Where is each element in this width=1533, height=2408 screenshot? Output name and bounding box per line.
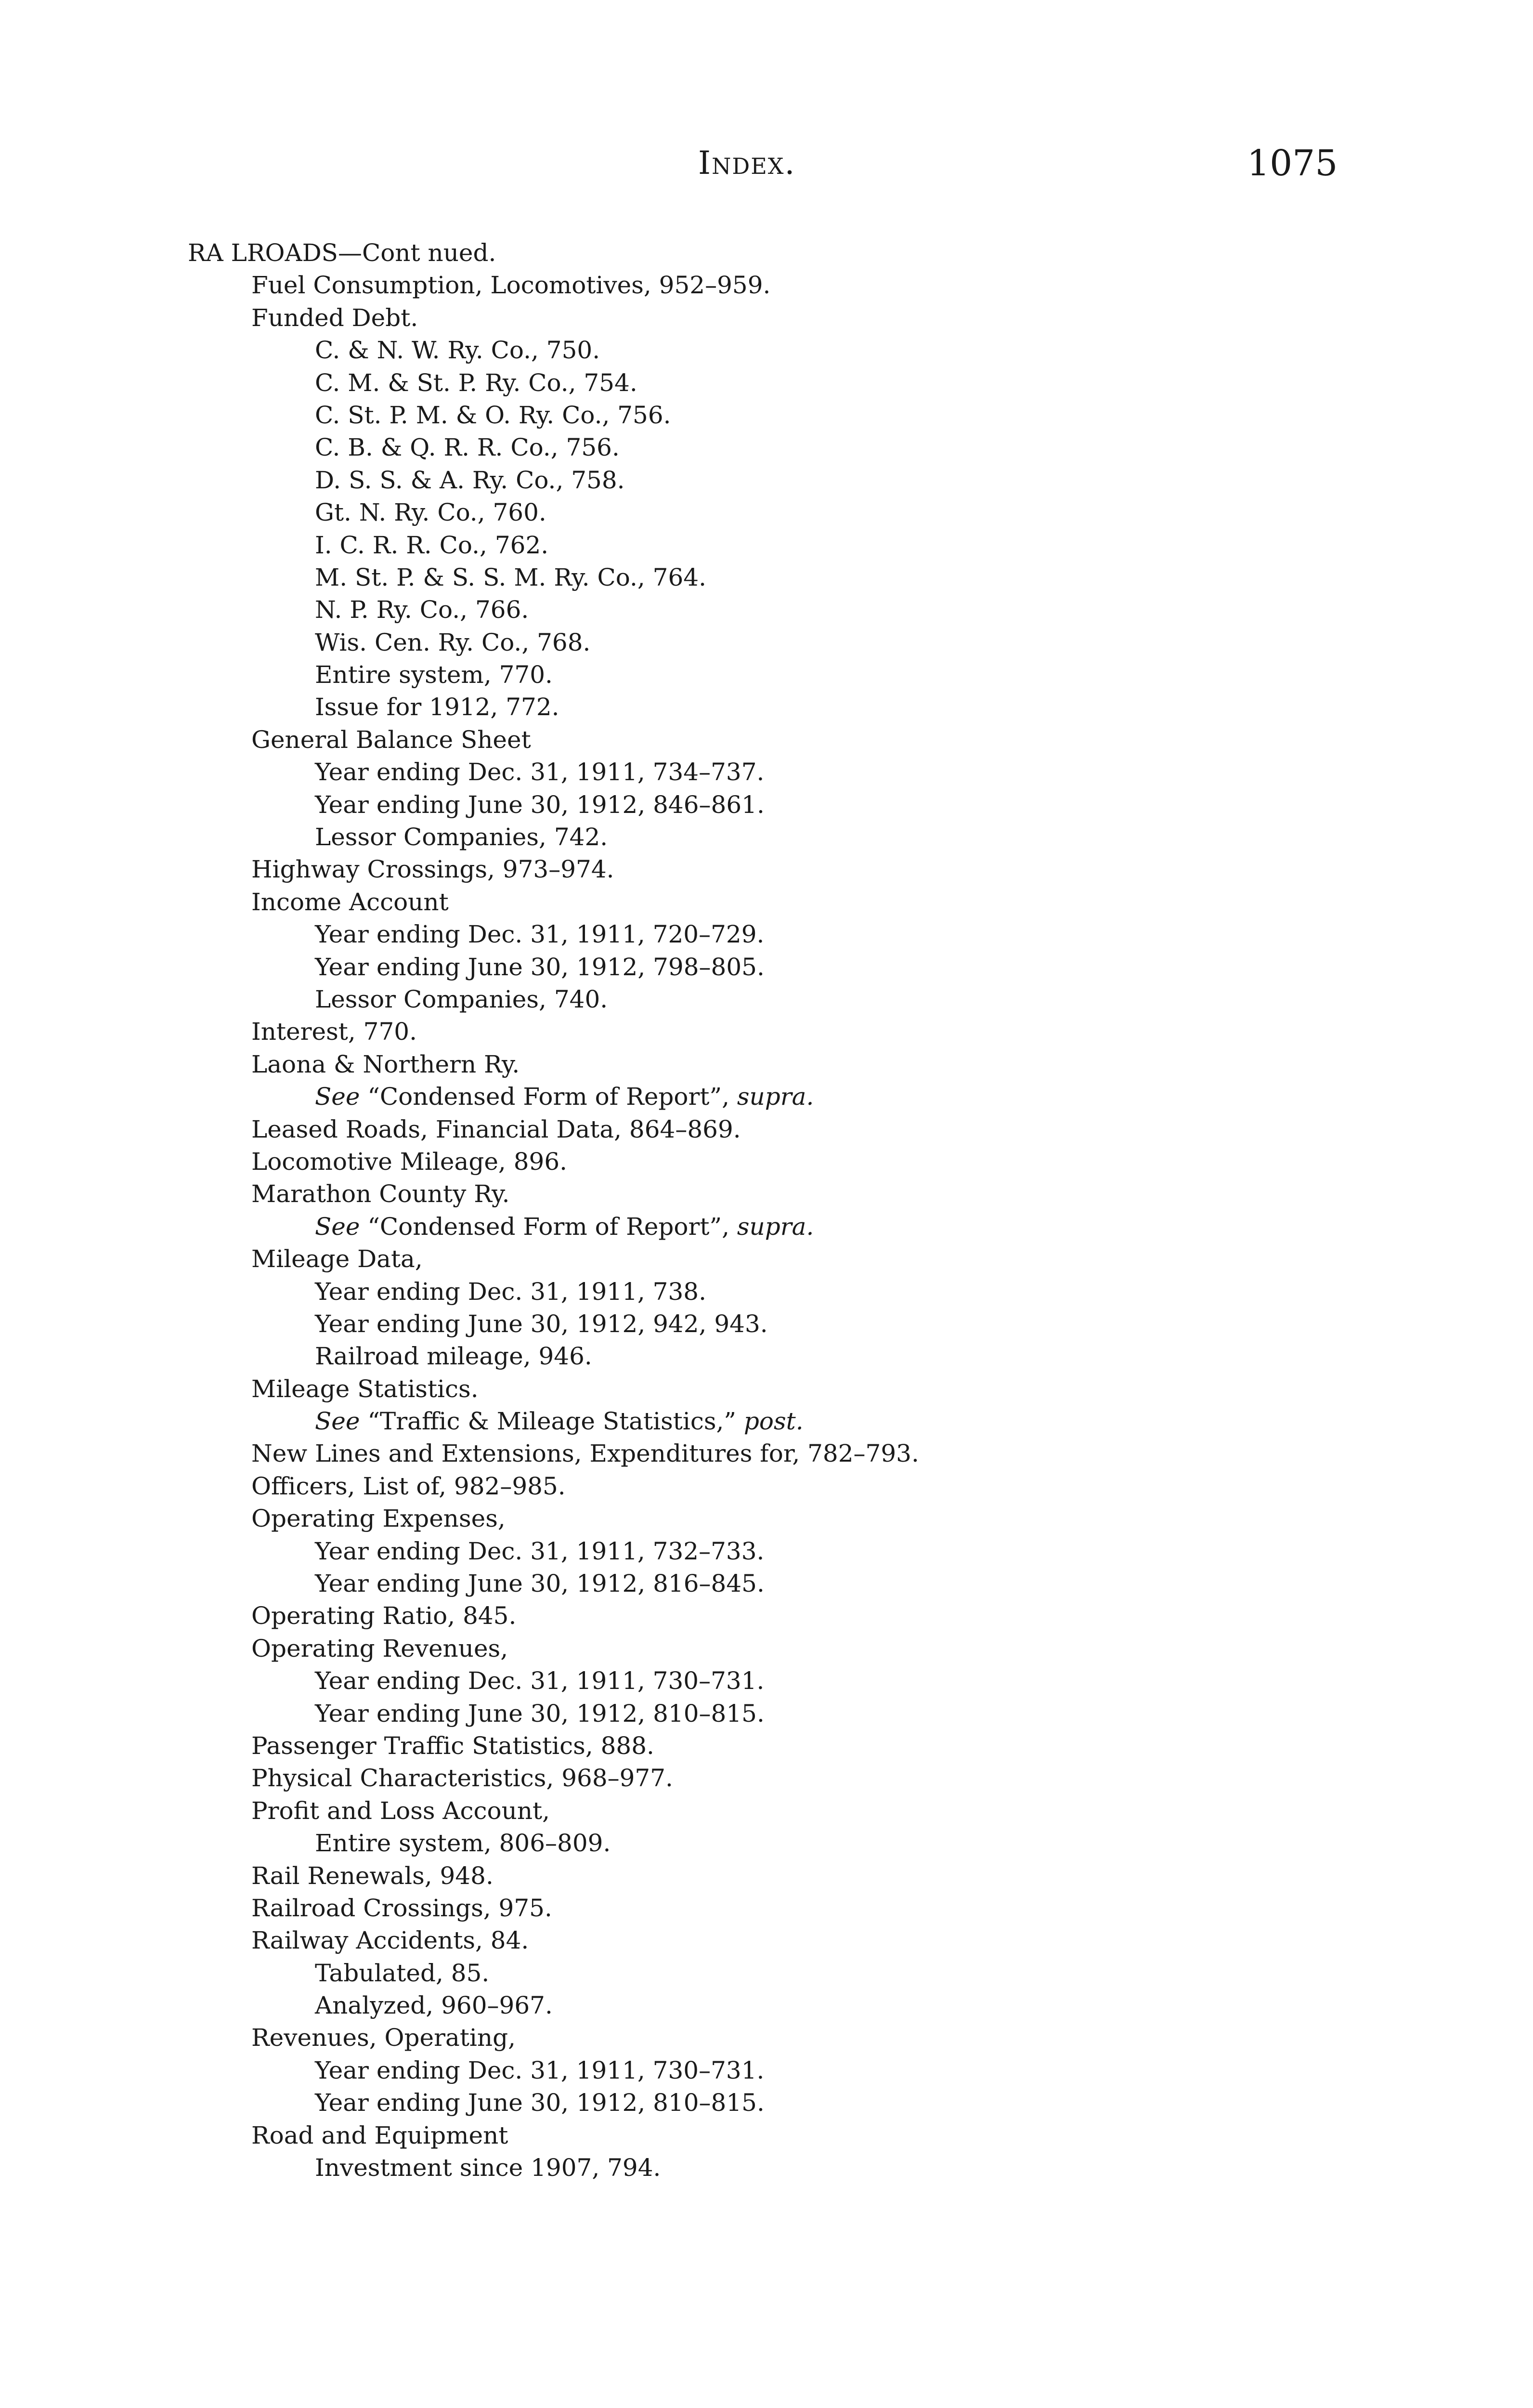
entry-text: I. C. R. R. Co., 762.: [315, 531, 549, 559]
entry-text: Fuel Consumption, Locomotives, 952–959.: [251, 271, 771, 300]
entry-text: C. B. & Q. R. R. Co., 756.: [315, 433, 620, 462]
entry-text: Railroad Crossings, 975.: [251, 1894, 552, 1922]
entry-text: General Balance Sheet: [251, 725, 531, 754]
entry-text: “Condensed Form of Report”,: [360, 1212, 737, 1241]
index-subentry: [188, 1081, 1512, 1113]
index-subentry: [188, 789, 1512, 821]
index-subentry: [188, 918, 1512, 951]
entry-text: Year ending Dec. 31, 1911, 720–729.: [315, 920, 765, 949]
entry-text: Passenger Traffic Statistics, 888.: [251, 1731, 654, 1760]
index-subentry: [188, 756, 1512, 788]
entry-text: D. S. S. & A. Ry. Co., 758.: [315, 466, 625, 494]
entry-text: Year ending June 30, 1912, 810–815.: [315, 2089, 765, 2117]
entry-text: Railroad mileage, 946.: [315, 1342, 592, 1371]
index-entries: [188, 237, 1512, 2184]
index-entry: [188, 269, 1512, 301]
entry-text: M. St. P. & S. S. M. Ry. Co., 764.: [315, 563, 706, 591]
index-subentry: [188, 529, 1512, 562]
entry-text: Rail Renewals, 948.: [251, 1861, 494, 1890]
entry-text: Tabulated, 85.: [315, 1959, 490, 1987]
page-title: Index.: [698, 144, 796, 182]
index-heading: [188, 237, 1512, 269]
index-subentry: [188, 1405, 1512, 1438]
index-subentry: [188, 2087, 1512, 2119]
entry-text: Entire system, 806–809.: [315, 1829, 611, 1858]
index-subentry: [188, 1698, 1512, 1730]
index-entry: [188, 1730, 1512, 1762]
entry-text: Year ending June 30, 1912, 846–861.: [315, 790, 765, 819]
index-entry: [188, 1146, 1512, 1178]
entry-text: Marathon County Ry.: [251, 1180, 510, 1208]
index-entry: [188, 2120, 1512, 2152]
index-subentry: [188, 2055, 1512, 2087]
entry-text: Wis. Cen. Ry. Co., 768.: [315, 628, 591, 656]
entry-text: Year ending Dec. 31, 1911, 738.: [315, 1277, 706, 1306]
index-subentry: [188, 1340, 1512, 1373]
entry-text: Officers, List of, 982–985.: [251, 1472, 566, 1500]
index-subentry: [188, 1827, 1512, 1859]
entry-text: Entire system, 770.: [315, 661, 553, 689]
index-entry: [188, 1795, 1512, 1827]
entry-text: Funded Debt.: [251, 303, 418, 332]
index-entry: [188, 302, 1512, 334]
entry-text: Interest, 770.: [251, 1018, 417, 1046]
index-entry: [188, 1048, 1512, 1081]
entry-text: Income Account: [251, 888, 449, 916]
entry-text: Year ending Dec. 31, 1911, 734–737.: [315, 758, 765, 786]
entry-italic-tail: post.: [743, 1407, 804, 1436]
index-subentry: [188, 399, 1512, 432]
index-subentry: [188, 1957, 1512, 1989]
see-reference-label: See: [315, 1083, 360, 1111]
see-reference-label: See: [315, 1212, 360, 1241]
entry-text: C. St. P. M. & O. Ry. Co., 756.: [315, 401, 671, 429]
entry-text: Leased Roads, Financial Data, 864–869.: [251, 1115, 741, 1143]
index-subentry: [188, 367, 1512, 399]
entry-text: Revenues, Operating,: [251, 2024, 516, 2052]
entry-text: Lessor Companies, 742.: [315, 823, 608, 851]
index-subentry: [188, 1568, 1512, 1600]
entry-text: Operating Revenues,: [251, 1634, 508, 1662]
index-entry: [188, 1178, 1512, 1210]
entry-text: Road and Equipment: [251, 2121, 508, 2149]
index-entry: [188, 1438, 1512, 1470]
entry-text: Lessor Companies, 740.: [315, 985, 608, 1013]
index-entry: [188, 1892, 1512, 1924]
entry-text: “Condensed Form of Report”,: [360, 1083, 737, 1111]
index-subentry: [188, 1276, 1512, 1308]
index-entry: [188, 1470, 1512, 1503]
index-subentry: [188, 562, 1512, 594]
entry-text: New Lines and Extensions, Expenditures for, 782–793.: [251, 1440, 919, 1468]
index-subentry: [188, 627, 1512, 659]
entry-text: Year ending June 30, 1912, 816–845.: [315, 1570, 765, 1598]
index-entry: [188, 886, 1512, 918]
index-entry: [188, 1600, 1512, 1632]
entry-text: Highway Crossings, 973–974.: [251, 855, 614, 884]
index-subentry: [188, 464, 1512, 497]
index-subentry: [188, 821, 1512, 853]
index-entry: [188, 1503, 1512, 1535]
index-entry: [188, 853, 1512, 886]
index-subentry: [188, 497, 1512, 529]
entry-text: N. P. Ry. Co., 766.: [315, 596, 529, 624]
index-subentry: [188, 1665, 1512, 1697]
index-subentry: [188, 1989, 1512, 2022]
index-subentry: [188, 691, 1512, 723]
see-reference-label: See: [315, 1407, 360, 1436]
index-subentry: [188, 951, 1512, 983]
index-subentry: [188, 432, 1512, 464]
entry-text: Year ending Dec. 31, 1911, 730–731.: [315, 1667, 765, 1695]
entry-text: Year ending Dec. 31, 1911, 730–731.: [315, 2056, 765, 2084]
entry-text: Year ending June 30, 1912, 798–805.: [315, 953, 765, 981]
entry-italic-tail: supra.: [737, 1083, 814, 1111]
index-subentry: [188, 1535, 1512, 1568]
index-entry: [188, 1633, 1512, 1665]
index-entry: [188, 1860, 1512, 1892]
entry-italic-tail: supra.: [737, 1212, 814, 1241]
index-subentry: [188, 1308, 1512, 1340]
index-subentry: [188, 594, 1512, 626]
entry-text: Railway Accidents, 84.: [251, 1926, 529, 1955]
entry-text: Locomotive Mileage, 896.: [251, 1147, 568, 1176]
index-subentry: [188, 983, 1512, 1016]
index-entry: [188, 1924, 1512, 1957]
entry-text: Year ending June 30, 1912, 810–815.: [315, 1699, 765, 1727]
entry-text: Year ending Dec. 31, 1911, 732–733.: [315, 1537, 765, 1565]
entry-text: Analyzed, 960–967.: [315, 1991, 553, 2020]
index-subentry: [188, 2152, 1512, 2184]
index-entry: [188, 1373, 1512, 1405]
entry-text: RA LROADS—Cont nued.: [188, 239, 496, 267]
index-subentry: [188, 659, 1512, 691]
entry-text: Gt. N. Ry. Co., 760.: [315, 498, 546, 527]
entry-text: Operating Expenses,: [251, 1505, 506, 1533]
entry-text: Mileage Statistics.: [251, 1374, 479, 1403]
index-subentry: [188, 1211, 1512, 1243]
index-entry: [188, 724, 1512, 756]
entry-text: C. & N. W. Ry. Co., 750.: [315, 336, 600, 365]
index-entry: [188, 1762, 1512, 1794]
index-entry: [188, 2022, 1512, 2054]
index-entry: [188, 1243, 1512, 1275]
entry-text: Mileage Data,: [251, 1245, 423, 1273]
index-subentry: [188, 334, 1512, 366]
entry-text: C. M. & St. P. Ry. Co., 754.: [315, 368, 637, 397]
entry-text: Profit and Loss Account,: [251, 1796, 550, 1825]
entry-text: Year ending June 30, 1912, 942, 943.: [315, 1309, 768, 1338]
entry-text: Investment since 1907, 794.: [315, 2154, 661, 2182]
index-entry: [188, 1113, 1512, 1146]
index-entry: [188, 1016, 1512, 1048]
entry-text: Issue for 1912, 772.: [315, 693, 559, 721]
entry-text: “Traffic & Mileage Statistics,”: [360, 1407, 744, 1436]
entry-text: Laona & Northern Ry.: [251, 1050, 520, 1078]
entry-text: Physical Characteristics, 968–977.: [251, 1764, 673, 1793]
entry-text: Operating Ratio, 845.: [251, 1602, 517, 1630]
page-number: 1075: [1247, 143, 1338, 184]
